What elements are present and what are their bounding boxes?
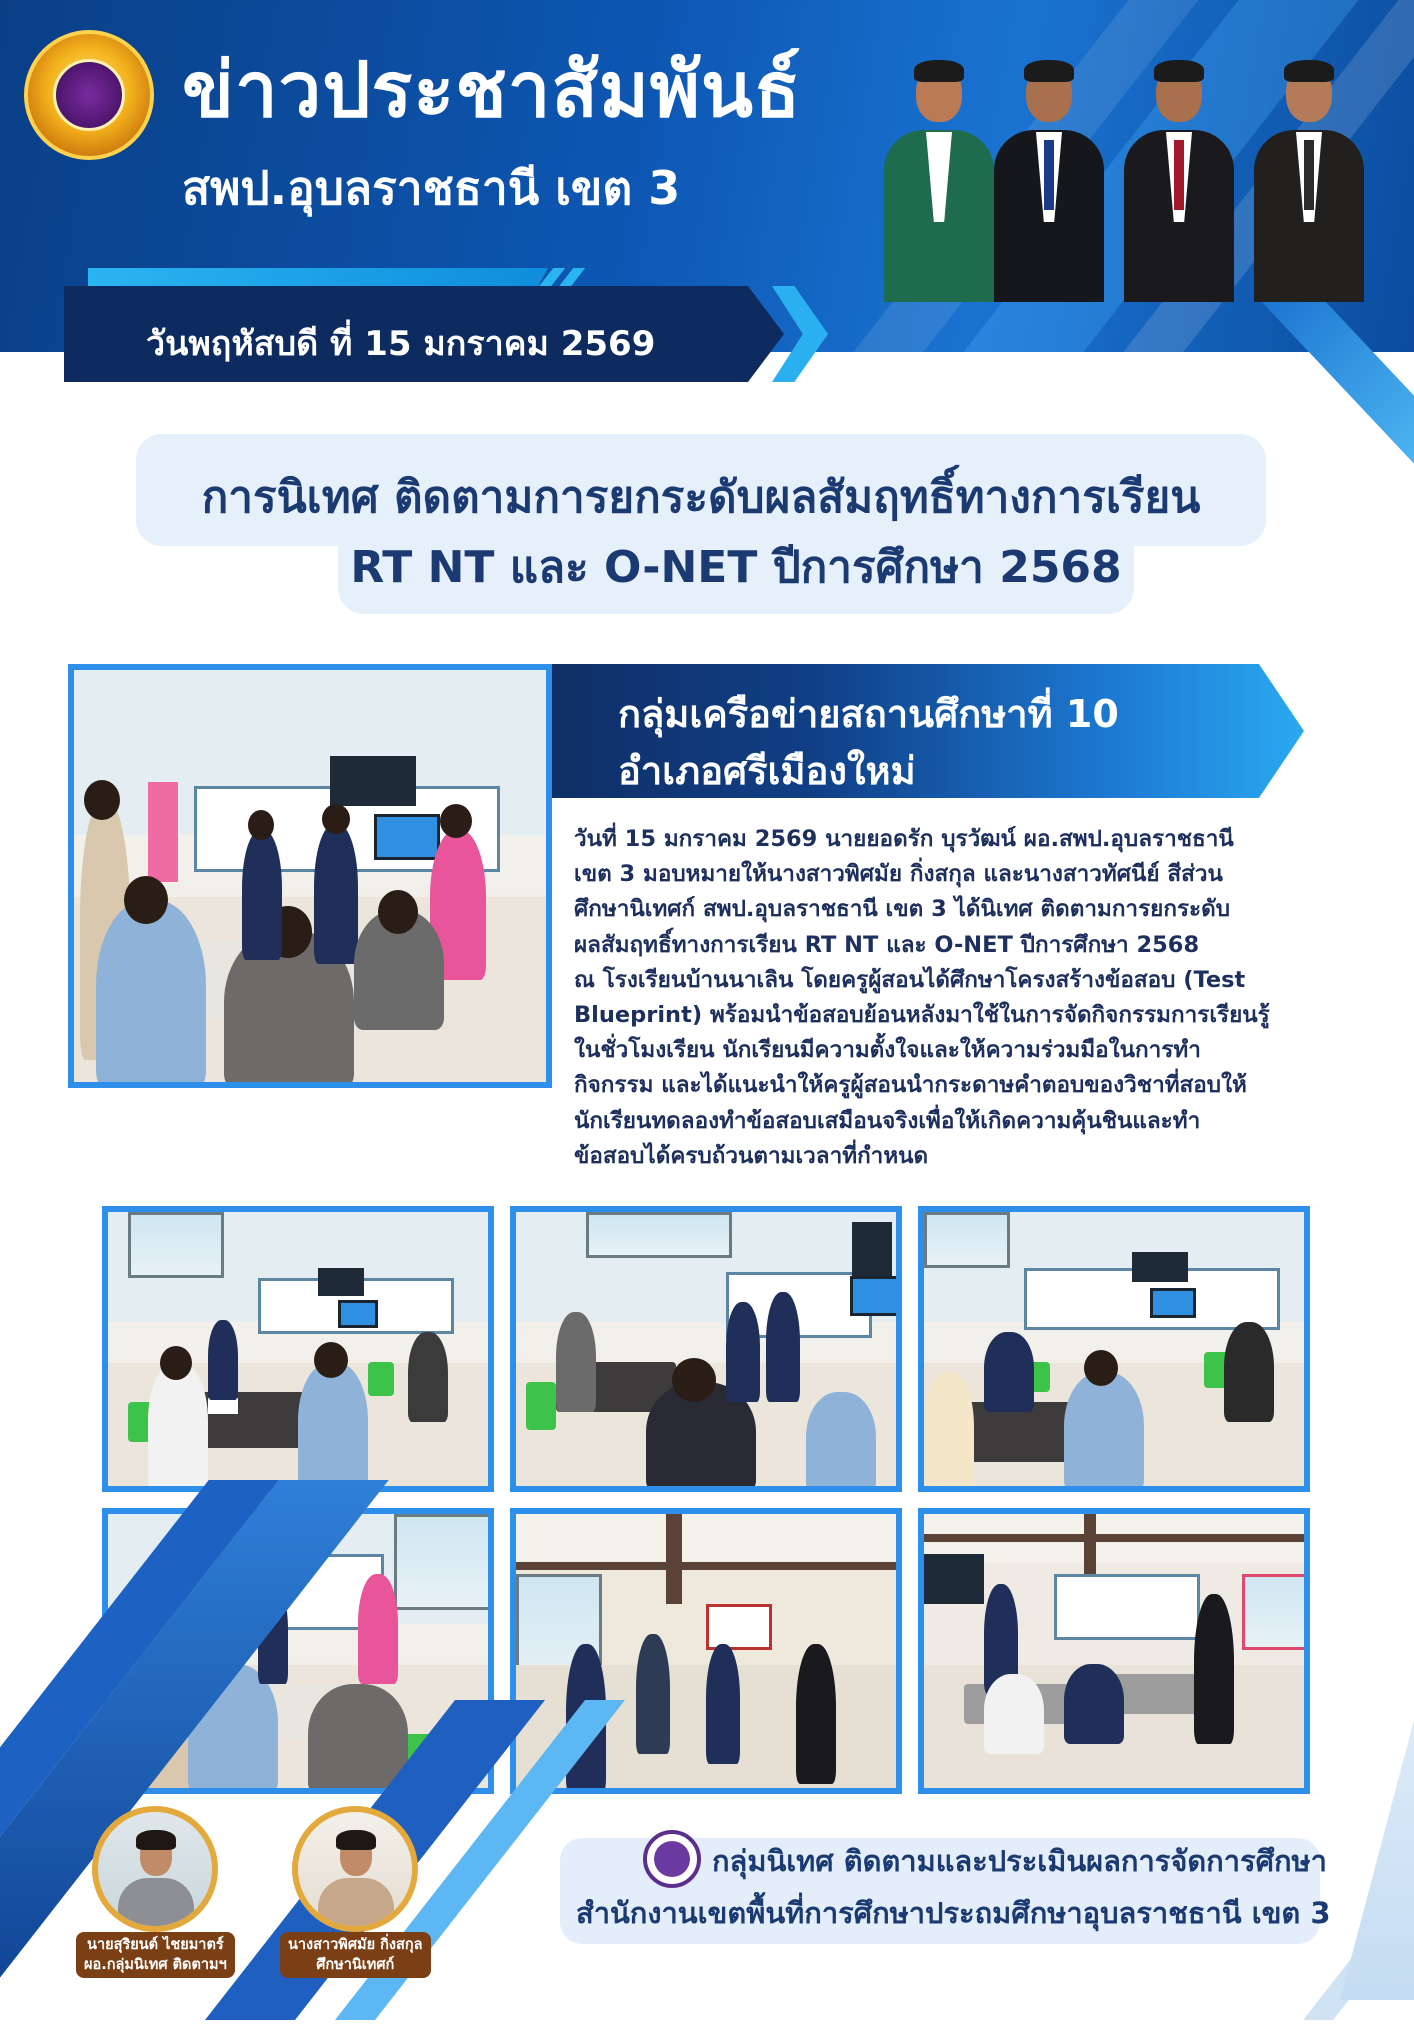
staff-photo [92,1806,218,1932]
article-line: นักเรียนทดลองทำข้อสอบเสมือนจริงเพื่อให้เกิดความคุ้นชินและทำ [574,1107,1201,1134]
district-name: อำเภอศรีเมืองใหม่ [618,749,916,793]
date-label: วันพฤหัสบดี ที่ 15 มกราคม 2569 [146,324,656,364]
organization-emblem-icon [643,1830,701,1888]
page-subtitle: สพป.อุบลราชธานี เขต 3 [182,161,681,215]
gallery-photo [102,1206,494,1492]
article-line: ศึกษานิเทศก์ สพป.อุบลราชธานี เขต 3 ได้นิเทศ ติดตามการยกระดับ [574,896,1231,923]
network-name: กลุ่มเครือข่ายสถานศึกษาที่ 10 [618,692,1119,736]
staff-label [280,1932,431,1978]
article-line: ข้อสอบได้ครบถ้วนตามเวลาที่กำหนด [574,1142,929,1169]
main-photo [68,664,552,1088]
article-line: ในชั่วโมงเรียน นักเรียนมีความตั้งใจและให้ความร่วมมือในการทำ [574,1037,1201,1064]
article-line: เขต 3 มอบหมายให้นางสาวพิศมัย กิ่งสกุล และนางสาวทัศนีย์ สีส่วน [574,861,1223,888]
article-line: ณ โรงเรียนบ้านนาเลิน โดยครูผู้สอนได้ศึกษาโครงสร้างข้อสอบ (Test [574,966,1246,993]
organization-unit: กลุ่มนิเทศ ติดตามและประเมินผลการจัดการศึกษา [712,1844,1327,1878]
staff-photo [292,1806,418,1932]
article-body [574,822,1364,1174]
article-line: วันที่ 15 มกราคม 2569 นายยอดรัก บุรวัฒน์ ผอ.สพป.อุบลราชธานี [574,826,1234,852]
gallery-photo [510,1206,902,1492]
article-line: ผลสัมฤทธิ์ทางการเรียน RT NT และ O-NET ปีการศึกษา 2568 [574,931,1200,958]
staff-name: นางสาวพิศมัย กิ่งสกุล [288,1937,423,1953]
article-line: Blueprint) พร้อมนำข้อสอบย้อนหลังมาใช้ในการจัดกิจกรรมการเรียนรู้ [574,1002,1270,1029]
staff-name: นายสุริยนต์ ไชยมาตร์ [87,1937,224,1953]
headline-line-1: การนิเทศ ติดตามการยกระดับผลสัมฤทธิ์ทางการเรียน [201,472,1201,523]
gallery-photo [918,1508,1310,1794]
staff-position: ผอ.กลุ่มนิเทศ ติดตามฯ [84,1957,227,1973]
organization-office: สำนักงานเขตพื้นที่การศึกษาประถมศึกษาอุบลราชธานี เขต 3 [576,1896,1331,1930]
agency-logo [24,30,154,160]
article-line: กิจกรรม และได้แนะนำให้ครูผู้สอนนำกระดาษคำตอบของวิชาที่สอบให้ [574,1072,1247,1099]
page-title: ข่าวประชาสัมพันธ์ [182,45,802,134]
headline-line-2: RT NT และ O-NET ปีการศึกษา 2568 [350,542,1122,593]
gallery-photo [918,1206,1310,1492]
staff-position: ศึกษานิเทศก์ [316,1957,395,1973]
staff-label [76,1932,235,1978]
executives-photo [880,58,1380,302]
